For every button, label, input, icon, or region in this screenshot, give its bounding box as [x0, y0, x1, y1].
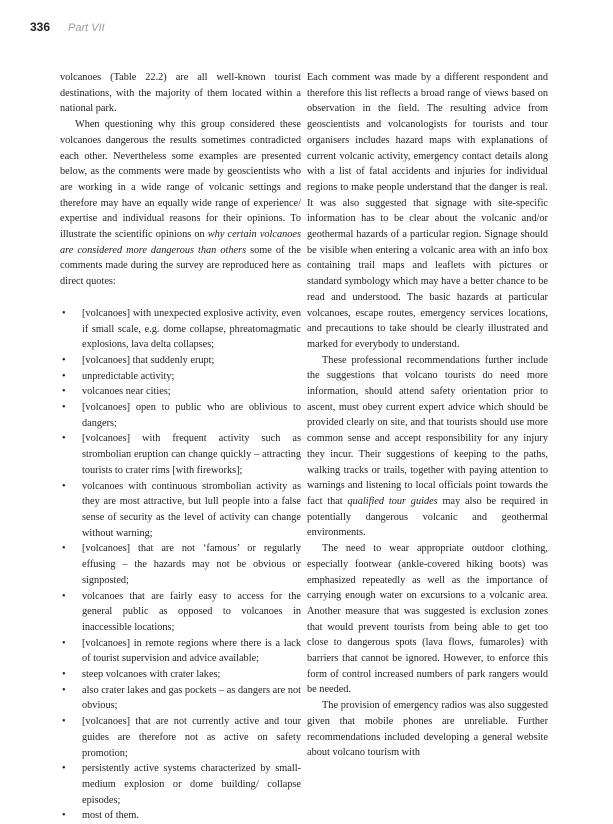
page-number: 336: [30, 20, 51, 34]
list-item: • steep volcanoes with crater lakes;: [60, 667, 301, 683]
page-header: [30, 20, 105, 40]
left-paragraph-2-italic: why certain volcanoes are considered more dangerous than others: [60, 229, 301, 256]
list-item: • [volcanoes] with unexpected explosive activity, even if small scale, e.g. dome collapse, phreatomagmatic explosions, lava delta collapses;: [60, 306, 301, 353]
list-item: • [volcanoes] with frequent activity such as strombolian eruption can change quickly – attracting tourists to crater rims [with fireworks];: [60, 431, 301, 478]
right-paragraph-4: The provision of emergency radios was also suggested given that mobile phones are unreliable. Further recommendations included developing a general website about volcano tourism with: [307, 700, 548, 759]
list-item: • volcanoes near cities;: [60, 384, 301, 400]
list-item: • unpredictable activity;: [60, 369, 301, 385]
list-item: • also crater lakes and gas pockets – as dangers are not obvious;: [60, 683, 301, 714]
list-item: • [volcanoes] open to public who are oblivious to dangers;: [60, 400, 301, 431]
list-item: • volcanoes that are fairly easy to access for the general public as opposed to volcanoes in inaccessible locations;: [60, 589, 301, 636]
left-paragraph-2: [60, 117, 301, 290]
list-item: • most of them.: [60, 808, 301, 824]
list-item: • [volcanoes] that are not currently active and tour guides are therefore not as active on safety promotion;: [60, 714, 301, 761]
left-column: [60, 70, 301, 824]
right-paragraph-2-text-b: may also be required in potentially dangerous volcanic and geothermal environments.: [307, 495, 548, 539]
right-column: [307, 70, 548, 761]
list-item: • persistently active systems characterized by small-medium explosion or dome building/ collapse episodes;: [60, 761, 301, 808]
list-item: • [volcanoes] that are not ‘famous’ or regularly effusing – the hazards may not be obvious or signposted;: [60, 541, 301, 588]
right-paragraph-2-text-a: These professional recommendations further include the suggestions that volcano tourists do need more information, should attend safety orientation prior to ascent, must obey current expert advice which should be provided clearly on site, and that tourists should use more common sense and accept responsibility for any injury they incur. Their suggestions of keeping to the paths, walking tracks or trails, together with paying attention to warnings and listening to local officials point towards the fact that: [307, 354, 548, 507]
list-item: • volcanoes with continuous strombolian activity as they are most attractive, but lull people into a false sense of security as the level of activity can change without warning;: [60, 479, 301, 542]
right-paragraph-2-italic: qualified tour guides: [347, 495, 438, 507]
left-paragraph-2-text-b: some of the comments made during the survey are reproduced here as direct quotes:: [60, 244, 301, 288]
part-label: Part VII: [68, 22, 105, 34]
left-paragraph-2-text-a: When questioning why this group considered these volcanoes dangerous the results sometimes contradicted each other. Nevertheless some examples are presented below, as the comments were made by geoscientists who are working in a wide range of volcanic settings and therefore may have an equally wide range of experience/ expertise and individual reasons for their opinions. To illustrate the scientific opinions on: [60, 119, 301, 241]
list-item: • [volcanoes] that suddenly erupt;: [60, 353, 301, 369]
right-paragraph-3: The need to wear appropriate outdoor clothing, especially footwear (ankle-covered hiking boots) was emphasized repeatedly as well as the importance of carrying enough water on excursions to a volcanic area. Another measure that was suggested is exclusion zones that would prevent tourists from being able to get too close to dangerous spots (lava flows, fumaroles) with barriers that cannot be ignored. However, to enforce this form of control increased numbers of park rangers would be needed.: [307, 543, 548, 696]
right-paragraph-1: Each comment was made by a different respondent and therefore this list reflects a broad range of views based on observation in the field. The resulting advice from geoscientists and volcanologists for tourists and tour organisers includes hazard maps with explanations of current volcanic activity, emergency contact details along with a list of fatal accidents and injuries for individual regions to make people understand that the danger is real. It was also suggested that signage with site-specific information has to be clear about the volcanic and/or geothermal hazards of a particular region. Signage should be visible when entering a volcanic area with an info box containing trail maps and leaflets with pictures or standard symbology which may have a better chance to be read and understood. The basic hazards at particular volcanoes, escape routes, emergency services locations, and precautions to take should be clearly illustrated and marked for everybody to understand.: [307, 72, 548, 350]
list-item: • [volcanoes] in remote regions where there is a lack of tourist supervision and advice available;: [60, 636, 301, 667]
spacer: [60, 290, 301, 306]
left-paragraph-1: volcanoes (Table 22.2) are all well-known tourist destinations, with the majority of them located within a national park.: [60, 72, 301, 115]
right-paragraph-2: [307, 353, 548, 541]
quote-list: [60, 306, 301, 824]
